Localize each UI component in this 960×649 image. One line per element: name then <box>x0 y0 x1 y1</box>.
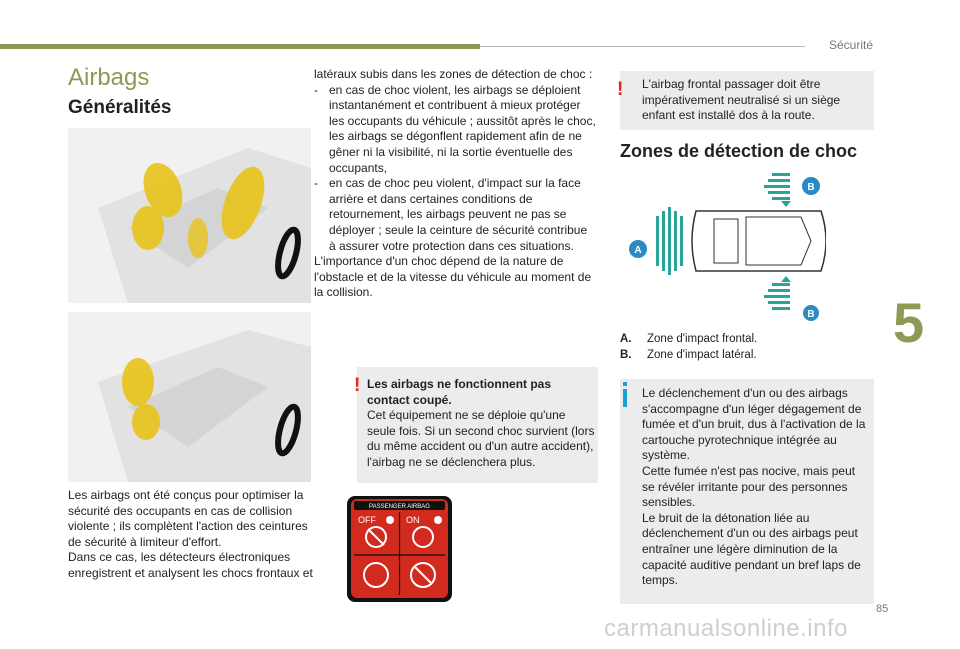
list-item: - en cas de choc peu violent, d'impact sur la face arrière et dans certaines conditions de retournement, les airbags peuvent ne pas se déployer ; seule la ceinture de sécurité contribue à assurer votre protection dans ces situations. <box>314 176 588 253</box>
paragraph: Cette fumée n'est pas nocive, mais peut se révéler irritante pour des personnes sensibles. <box>642 463 856 510</box>
zones-title: Zones de détection de choc <box>620 141 858 161</box>
paragraph: Les airbags ont été conçus pour optimiser la sécurité des occupants en cas de collision violente ; ils complètent l'action des ceintures de sécurité à limiteur d'effort. <box>68 488 308 549</box>
paragraph: Le bruit de la détonation liée au déclenchement d'un ou des airbags peut entraîner une légère diminution de la capacité auditive pendant un bref laps de temps. <box>642 510 861 588</box>
header-accent-bar <box>0 44 480 49</box>
zone-label-b: B <box>807 182 815 193</box>
section-label: Sécurité <box>829 38 874 52</box>
page-title: Airbags <box>68 64 150 91</box>
airbag-interior-image <box>68 312 311 482</box>
header-rule <box>480 46 805 47</box>
passenger-airbag-panel-icon <box>346 495 453 603</box>
chapter-number: 5 <box>893 291 925 354</box>
warning-body: L'airbag frontal passager doit être impérativement neutralisé si un siège enfant est installé dos à la route. <box>642 77 841 123</box>
paragraph: latéraux subis dans les zones de détection de choc : <box>314 67 593 81</box>
detection-text <box>314 67 596 301</box>
panel-header: PASSENGER AIRBAG <box>369 504 430 510</box>
section-subtitle: Généralités <box>68 97 172 118</box>
warning-body: Cet équipement ne se déploie qu'une seule fois. Si un second choc survient (lors du même accident ou d'un autre accident), l'airbag ne se déclenchera plus. <box>367 408 595 469</box>
watermark: carmanualsonline.info <box>604 615 848 642</box>
warning-icon: ! <box>354 375 361 396</box>
intro-text <box>68 488 318 582</box>
paragraph: L'importance d'un choc dépend de la nature de l'obstacle et de la vitesse du véhicule au moment de la collision. <box>314 254 592 300</box>
impact-zones-diagram <box>626 171 826 321</box>
panel-off-label: OFF <box>358 515 376 525</box>
page-number: 85 <box>876 603 889 615</box>
info-icon <box>623 389 627 407</box>
legend-item: A. Zone d'impact frontal. <box>620 333 758 345</box>
warning-box <box>617 71 874 130</box>
panel-on-label: ON <box>406 515 420 525</box>
warning-icon: ! <box>617 79 624 100</box>
warning-title: Les airbags ne fonctionnent pas contact coupé. <box>367 377 552 407</box>
paragraph: Dans ce cas, les détecteurs électroniques enregistrent et analysent les chocs frontaux et <box>68 550 313 580</box>
airbag-interior-image <box>68 128 311 303</box>
info-box <box>620 379 874 604</box>
zone-label-a: A <box>634 245 642 256</box>
paragraph: Le déclenchement d'un ou des airbags s'accompagne d'un léger dégagement de fumée et d'un bruit, dus à l'activation de la cartouche pyrotechnique intégrée au système. <box>642 386 866 463</box>
zone-label-b: B <box>807 309 815 320</box>
list-item: - en cas de choc violent, les airbags se déploient instantanément et contribuent à mieux protéger les occupants du véhicule ; aussitôt après le choc, les airbags se dégonflent rapidement afin de ne gêner ni la visibilité, ni la sortie éventuelle des occupants, <box>314 82 596 175</box>
warning-box <box>354 367 598 483</box>
legend-item: B. Zone d'impact latéral. <box>620 349 757 361</box>
